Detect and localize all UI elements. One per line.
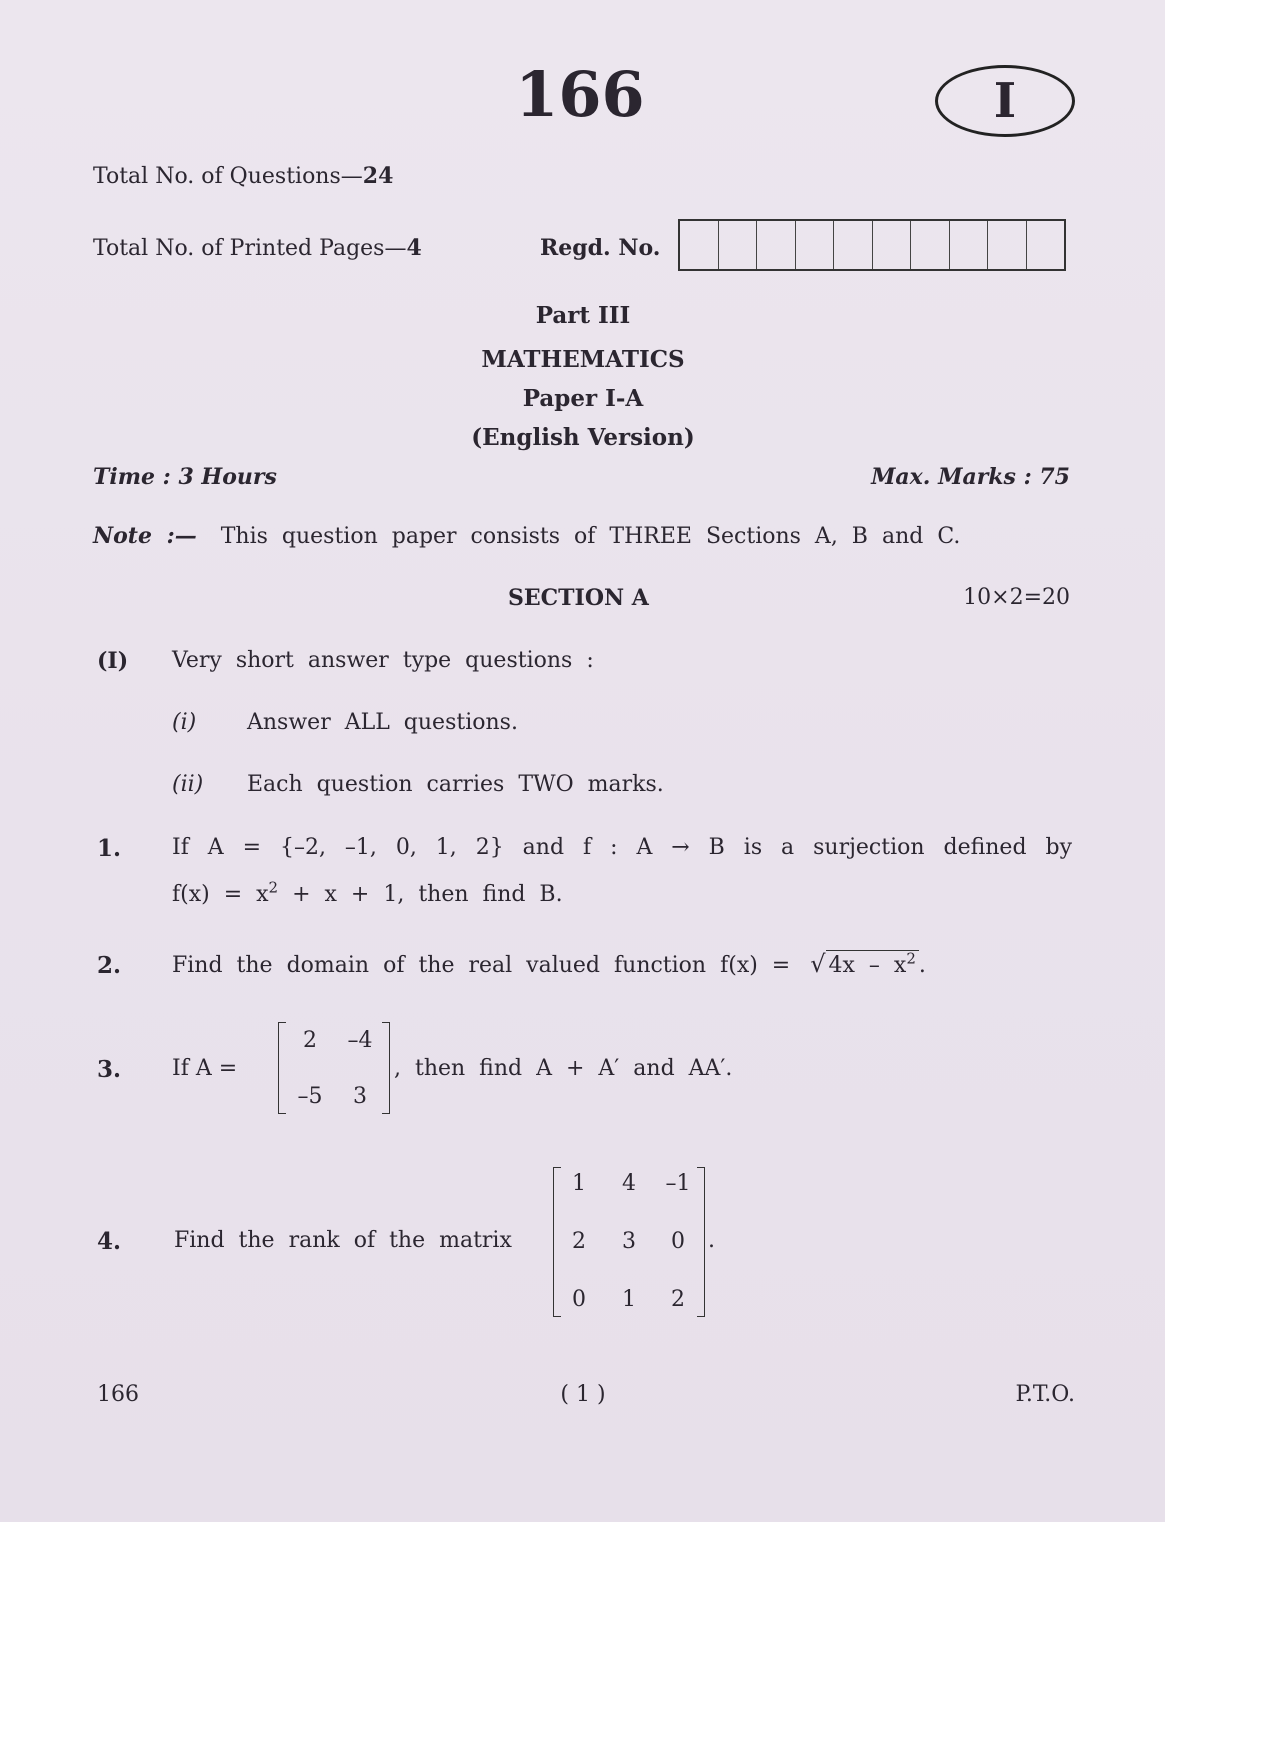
question-2-text: Find the domain of the real valued function f(x) = bbox=[172, 953, 791, 978]
instruction-number: (i) bbox=[172, 710, 197, 735]
matrix-cell: 0 bbox=[572, 1287, 586, 1312]
page-number: ( 1 ) bbox=[560, 1382, 606, 1407]
time-allowed: Time : 3 Hours bbox=[93, 464, 277, 490]
note-label: Note :— bbox=[93, 523, 197, 549]
matrix-cell: 2 bbox=[572, 1229, 586, 1254]
matrix-cell: 2 bbox=[671, 1287, 685, 1312]
paper-title: Paper I-A bbox=[522, 385, 644, 412]
regd-number-boxes bbox=[678, 219, 1066, 271]
regd-box bbox=[873, 221, 912, 269]
instruction-number: (ii) bbox=[172, 772, 204, 797]
version-title: (English Version) bbox=[471, 424, 695, 451]
q2-tail: . bbox=[918, 953, 926, 978]
instruction-text: Each question carries TWO marks. bbox=[247, 772, 664, 797]
total-pages bbox=[93, 235, 422, 261]
matrix-cell: 3 bbox=[622, 1229, 636, 1254]
q2-radicand: 4x – x bbox=[828, 953, 907, 978]
question-number: 2. bbox=[97, 952, 122, 979]
question-4-tail: . bbox=[708, 1228, 715, 1253]
total-questions bbox=[93, 163, 393, 189]
question-number: 1. bbox=[97, 835, 122, 862]
variant-letter: I bbox=[993, 73, 1017, 129]
regd-box bbox=[796, 221, 835, 269]
sqrt-radicand bbox=[826, 950, 919, 978]
question-1-line-1: If A = {–2, –1, 0, 1, 2} and f : A → B is a surjection defined by bbox=[172, 835, 1072, 860]
matrix-cell: 2 bbox=[303, 1028, 317, 1053]
matrix-cell: 3 bbox=[353, 1084, 367, 1109]
note bbox=[93, 523, 960, 549]
q1-expression-rest: + x + 1, then find B. bbox=[278, 882, 563, 907]
regd-box bbox=[719, 221, 758, 269]
question-2: Find the domain of the real valued function f(x) = √ $4x - x^2$ . bbox=[172, 949, 926, 978]
matrix-a-2x2 bbox=[278, 1022, 390, 1114]
matrix-cell: –1 bbox=[665, 1171, 691, 1196]
footer-code: 166 bbox=[97, 1382, 139, 1407]
total-pages-value: 4 bbox=[406, 235, 422, 261]
regd-box bbox=[911, 221, 950, 269]
matrix-cell: 1 bbox=[572, 1171, 586, 1196]
variant-oval bbox=[935, 65, 1075, 137]
section-marks: 10×2=20 bbox=[963, 585, 1070, 610]
please-turn-over: P.T.O. bbox=[1015, 1382, 1075, 1407]
total-pages-label: Total No. of Printed Pages— bbox=[93, 236, 407, 261]
question-3-post: , then find A + A′ and AA′. bbox=[394, 1056, 733, 1081]
question-1-line-2 bbox=[172, 878, 563, 907]
matrix-cell: 4 bbox=[622, 1171, 636, 1196]
question-4-text: Find the rank of the matrix bbox=[174, 1228, 512, 1253]
section-title: SECTION A bbox=[508, 585, 649, 611]
part-title: Part III bbox=[535, 302, 631, 329]
q1-expression: f(x) = x bbox=[172, 882, 269, 907]
regd-box bbox=[950, 221, 989, 269]
group-title: Very short answer type questions : bbox=[172, 648, 594, 673]
regd-box bbox=[757, 221, 796, 269]
regd-box bbox=[680, 221, 719, 269]
matrix-cell: –4 bbox=[347, 1028, 373, 1053]
regd-label: Regd. No. bbox=[540, 235, 661, 261]
group-number: (I) bbox=[97, 648, 129, 674]
total-questions-label: Total No. of Questions— bbox=[93, 164, 363, 189]
regd-box bbox=[834, 221, 873, 269]
instruction-text: Answer ALL questions. bbox=[247, 710, 518, 735]
paper-code: 166 bbox=[515, 58, 645, 131]
question-number: 4. bbox=[97, 1228, 122, 1255]
max-marks: Max. Marks : 75 bbox=[871, 464, 1070, 490]
matrix-cell: 1 bbox=[622, 1287, 636, 1312]
note-text: This question paper consists of THREE Sections A, B and C. bbox=[220, 524, 961, 549]
q1-exponent: 2 bbox=[268, 878, 279, 897]
subject-title: MATHEMATICS bbox=[481, 346, 685, 373]
regd-box bbox=[988, 221, 1027, 269]
question-3-pre: If A = bbox=[172, 1056, 238, 1081]
q2-exponent: 2 bbox=[906, 949, 916, 968]
matrix-cell: 0 bbox=[671, 1229, 685, 1254]
matrix-cell: –5 bbox=[297, 1084, 323, 1109]
question-number: 3. bbox=[97, 1056, 122, 1083]
total-questions-value: 24 bbox=[362, 163, 394, 189]
matrix-3x3 bbox=[553, 1167, 705, 1317]
regd-box bbox=[1027, 221, 1065, 269]
